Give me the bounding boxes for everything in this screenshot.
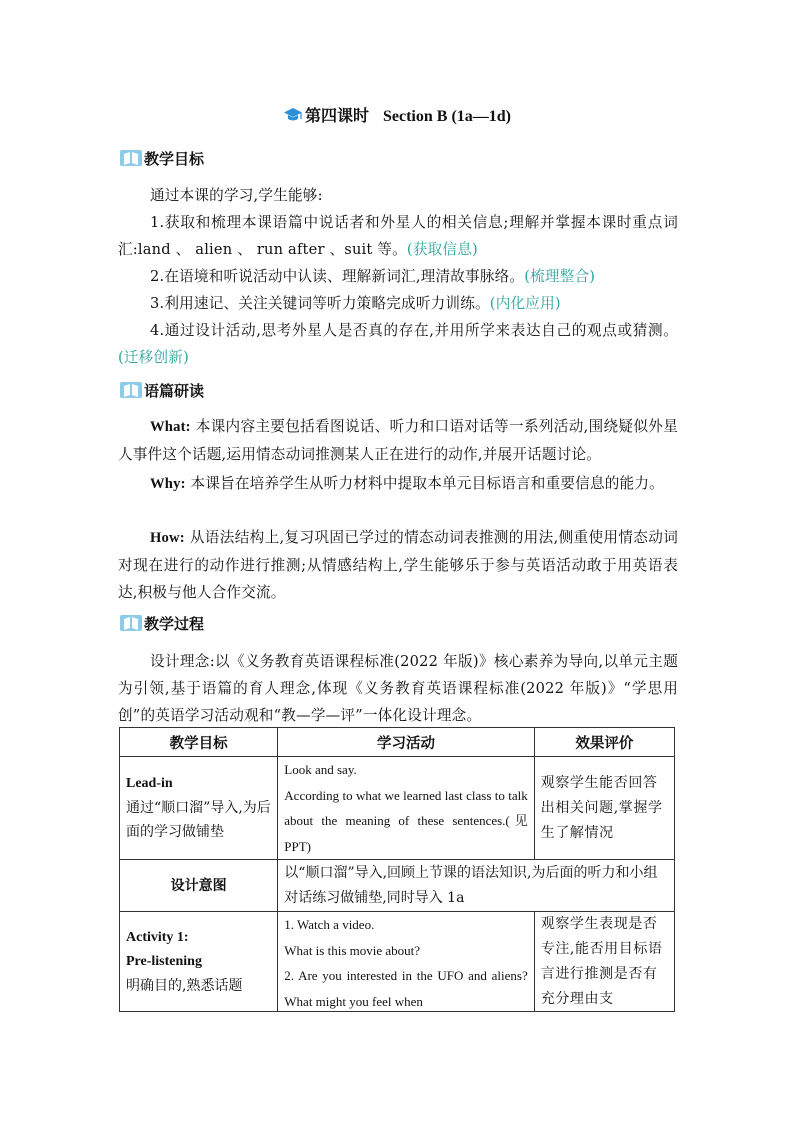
objective-item: 3.利用速记、关注关键词等听力策略完成听力训练。(内化应用) [150,295,561,312]
evaluation-cell: 观察学生能否回答出相关问题,掌握学生了解情况 [534,757,674,860]
header-goal: 教学目标 [120,728,278,757]
lesson-title [0,104,794,131]
what-paragraph: What: 本课内容主要包括看图说话、听力和口语对话等一系列活动,围绕疑似外星人事件这个话题,运用情态动词推测某人正在进行的动作,并展开话题讨论。 [118,418,678,463]
intent-text: 以“顺口溜”导入,回顾上节课的语法知识,为后面的听力和小组对话练习做铺垫,同时导入 1a [278,860,675,912]
analysis-heading: 语篇研读 [120,380,204,402]
process-heading: 教学过程 [120,613,204,635]
goal-cell: Activity 1: Pre-listening 明确目的,熟悉话题 [120,912,278,1012]
how-paragraph: How: 从语法结构上,复习巩固已学过的情态动词表推测的用法,侧重使用情态动词对现在进行的动作进行推测;从情感结构上,学生能够乐于参与英语活动敢于用英语表达,积极与他人合作交流。 [118,529,678,601]
evaluation-cell: 观察学生表现是否专注,能否用目标语言进行推测是否有充分理由支 [534,912,674,1012]
why-paragraph: Why: 本课旨在培养学生从听力材料中提取本单元目标语言和重要信息的能力。 [150,475,664,492]
header-activity: 学习活动 [278,728,534,757]
table-header-row [120,728,675,757]
book-icon [120,380,142,406]
objective-item: 1.获取和梳理本课语篇中说话者和外星人的相关信息;理解并掌握本课时重点词汇:land 、 alien 、 run after 、suit 等。(获取信息) [118,214,678,258]
objective-item: 2.在语境和听说活动中认读、理解新词汇,理清故事脉络。(梳理整合) [150,268,596,285]
lesson-number: 第四课时 [304,106,369,125]
teaching-plan-table [119,727,675,1012]
book-icon [120,148,142,174]
design-concept: 设计理念:以《义务教育英语课程标准(2022 年版)》核心素养为导向,以单元主题为引领,基于语篇的育人理念,体现《义务教育英语课程标准(2022 年版)》“学思用创”的英语学习活动观和“教—学—评”一体化设计理念。 [118,653,678,724]
objective-item: 4.通过设计活动,思考外星人是否真的存在,并用所学来表达自己的观点或猜测。(迁移创新) [118,322,678,366]
graduation-cap-icon [283,106,303,131]
objectives-heading: 教学目标 [120,148,204,170]
activity-cell: Look and say. According to what we learned last class to talk about the meaning of these sentences.(见 PPT) [278,757,534,860]
activity-cell: 1. Watch a video. What is this movie about? 2. Are you interested in the UFO and aliens? What might you feel when [278,912,534,1012]
table-row [120,860,675,912]
header-evaluation: 效果评价 [534,728,674,757]
table-row [120,912,675,1012]
goal-cell: Lead-in 通过“顺口溜”导入,为后面的学习做铺垫 [120,757,278,860]
book-icon [120,613,142,639]
objectives-intro: 通过本课的学习,学生能够: [150,187,323,204]
section-label: Section B (1a—1d) [383,108,511,125]
table-row [120,757,675,860]
intent-label: 设计意图 [120,860,278,912]
